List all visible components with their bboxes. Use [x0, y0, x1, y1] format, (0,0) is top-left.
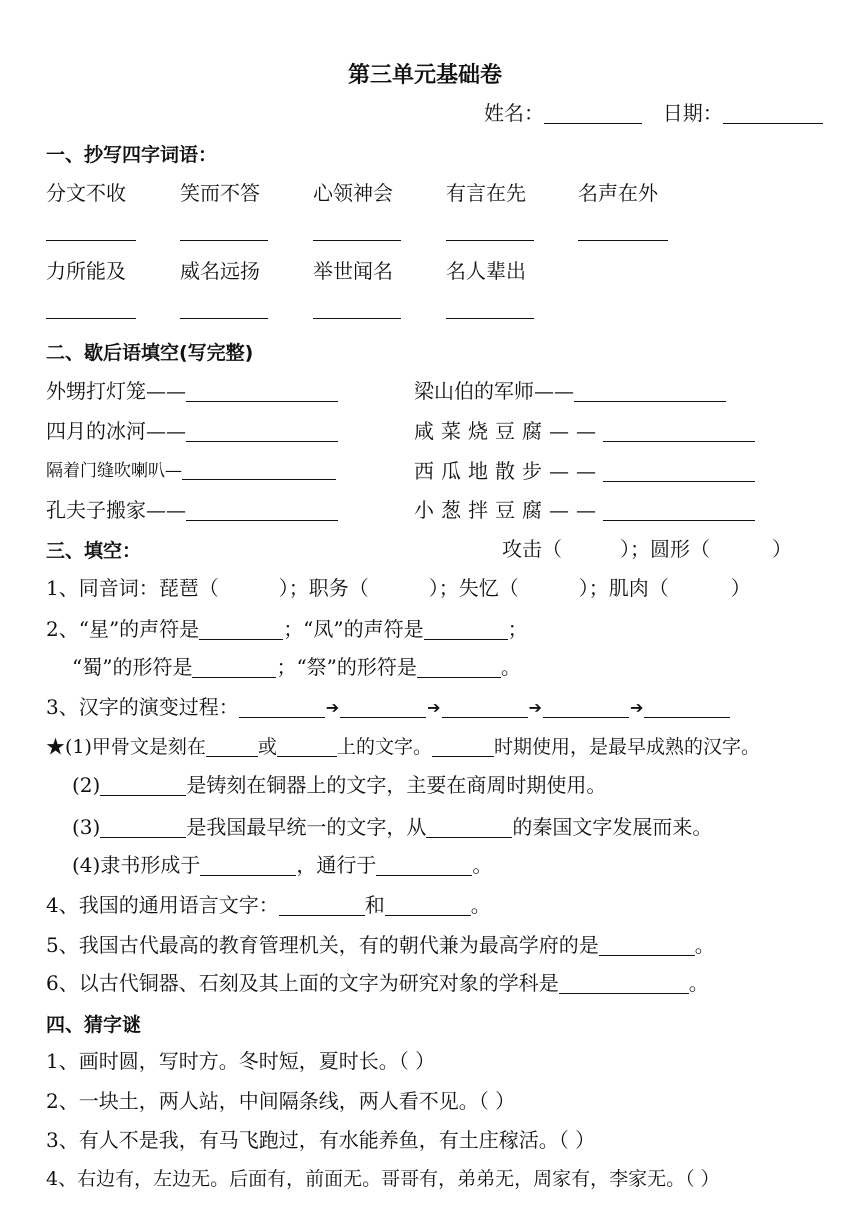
copy-blank[interactable]: [578, 240, 668, 241]
q3-1: ★(1)甲骨文是刻在 或 上的文字。 时期使用，是最早成熟的汉字。: [46, 736, 760, 758]
name-label: 姓名：: [484, 101, 544, 125]
riddle-item: 1、画时圆，写时方。冬时短，夏时长。（ ）: [46, 1049, 436, 1073]
answer-blank[interactable]: [599, 935, 695, 956]
answer-blank[interactable]: [192, 657, 276, 678]
page-title: 第三单元基础卷: [348, 63, 503, 88]
answer-blank[interactable]: [100, 775, 186, 796]
answer-blank[interactable]: [239, 697, 325, 718]
q4: 4、我国的通用语言文字： 和 。: [46, 893, 491, 917]
answer-blank[interactable]: [376, 855, 472, 876]
answer-blank[interactable]: [206, 736, 258, 757]
word: 举世闻名: [313, 259, 393, 283]
answer-blank[interactable]: [417, 657, 501, 678]
answer-blank[interactable]: [199, 619, 283, 640]
section2-heading: 二、歇后语填空(写完整): [46, 342, 254, 364]
section1-heading: 一、抄写四字词语：: [46, 144, 218, 166]
answer-blank[interactable]: [442, 697, 528, 718]
answer-blank[interactable]: [603, 500, 755, 521]
copy-blank[interactable]: [313, 240, 401, 241]
answer-blank[interactable]: [574, 381, 726, 402]
copy-blank[interactable]: [446, 240, 534, 241]
homophone-extra: 攻击（ ）；圆形（ ）: [502, 537, 792, 561]
word: 力所能及: [46, 259, 126, 283]
copy-blank[interactable]: [180, 240, 268, 241]
xiehouyu-item: 咸菜烧豆腐——: [414, 418, 755, 444]
q3-4: (4)隶书形成于 ，通行于 。: [72, 853, 493, 877]
answer-blank[interactable]: [186, 381, 338, 402]
word: 分文不收: [46, 181, 126, 205]
answer-blank[interactable]: [603, 461, 755, 482]
answer-blank[interactable]: [279, 895, 365, 916]
answer-blank[interactable]: [543, 697, 629, 718]
date-label: 日期：: [662, 101, 723, 125]
q3-2: (2) 是铸刻在铜器上的文字，主要在商周时期使用。: [72, 773, 607, 797]
xiehouyu-item: 隔着门缝吹喇叭—: [46, 458, 336, 484]
xiehouyu-item: 外甥打灯笼——: [46, 378, 338, 404]
xiehouyu-item: 梁山伯的军师——: [414, 378, 726, 404]
word: 心领神会: [313, 181, 393, 205]
q2b: “蜀”的形符是 ；“祭”的形符是 。: [72, 655, 521, 679]
q6: 6、以古代铜器、石刻及其上面的文字为研究对象的学科是 。: [46, 971, 709, 995]
riddle-item: 2、一块土，两人站，中间隔条线，两人看不见。（ ）: [46, 1089, 516, 1113]
xiehouyu-item: 四月的冰河——: [46, 418, 338, 444]
answer-blank[interactable]: [424, 619, 508, 640]
word: 名人辈出: [446, 259, 526, 283]
word: 威名远扬: [180, 259, 260, 283]
answer-blank[interactable]: [182, 459, 336, 480]
section3-heading: 三、填空：: [46, 540, 142, 562]
q3: 3、汉字的演变过程： ➔ ➔ ➔ ➔: [46, 694, 730, 721]
arrow-right-icon: ➔: [325, 698, 340, 717]
word: 名声在外: [578, 181, 658, 205]
answer-blank[interactable]: [644, 697, 730, 718]
answer-blank[interactable]: [559, 973, 689, 994]
word: 笑而不答: [180, 181, 260, 205]
copy-blank[interactable]: [180, 318, 268, 319]
q1-homophones: 1、同音词：琵琶（ ）；职务（ ）；失忆（ ）；肌肉（ ）: [46, 576, 751, 600]
arrow-right-icon: ➔: [629, 698, 644, 717]
copy-blank[interactable]: [46, 318, 136, 319]
date-blank[interactable]: [723, 103, 823, 124]
q2a: 2、“星”的声符是 ；“凤”的声符是 ；: [46, 617, 528, 641]
arrow-right-icon: ➔: [528, 698, 542, 717]
answer-blank[interactable]: [426, 817, 512, 838]
answer-blank[interactable]: [186, 500, 338, 521]
riddle-item: 4、右边有，左边无。后面有，前面无。哥哥有，弟弟无，周家有，李家无。（ ）: [46, 1168, 720, 1190]
name-field: [484, 100, 823, 126]
section4-heading: 四、猜字谜: [46, 1014, 142, 1036]
answer-blank[interactable]: [100, 817, 186, 838]
answer-blank[interactable]: [340, 697, 426, 718]
copy-blank[interactable]: [46, 240, 136, 241]
q5: 5、我国古代最高的教育管理机关，有的朝代兼为最高学府的是 。: [46, 933, 715, 957]
answer-blank[interactable]: [385, 895, 471, 916]
answer-blank[interactable]: [186, 421, 338, 442]
q3-3: (3) 是我国最早统一的文字，从 的秦国文字发展而来。: [72, 815, 713, 839]
arrow-right-icon: ➔: [427, 698, 441, 717]
word: 有言在先: [446, 181, 526, 205]
name-blank[interactable]: [544, 103, 642, 124]
copy-blank[interactable]: [313, 318, 401, 319]
answer-blank[interactable]: [603, 421, 755, 442]
answer-blank[interactable]: [432, 736, 494, 757]
answer-blank[interactable]: [200, 855, 296, 876]
xiehouyu-item: 孔夫子搬家——: [46, 497, 338, 523]
riddle-item: 3、有人不是我，有马飞跑过，有水能养鱼，有土庄稼活。（ ）: [46, 1128, 596, 1152]
xiehouyu-item: 西瓜地散步——: [414, 458, 755, 484]
answer-blank[interactable]: [277, 736, 337, 757]
copy-blank[interactable]: [446, 318, 534, 319]
xiehouyu-item: 小葱拌豆腐——: [414, 497, 755, 523]
